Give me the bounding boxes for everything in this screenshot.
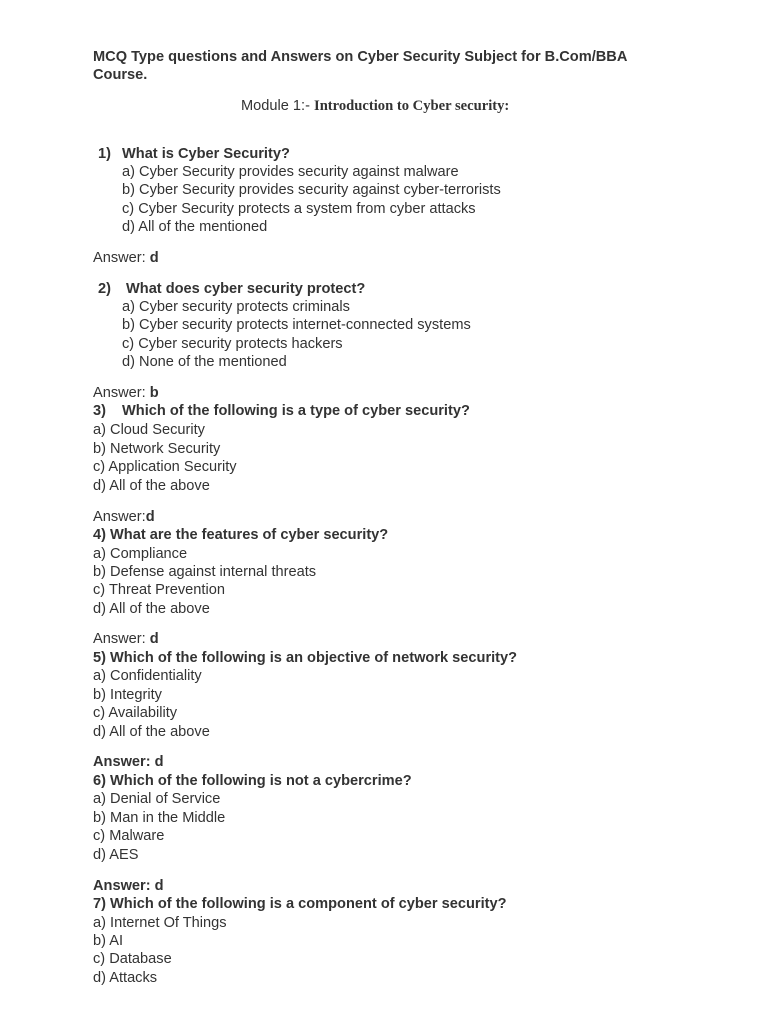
q4-answer	[93, 630, 159, 648]
q1-answer-value: d	[149, 250, 159, 266]
q1-option-c: c) Cyber Security protects a system from cyber attacks	[122, 201, 476, 217]
q2-answer	[93, 384, 159, 402]
q7-question: 7) Which of the following is a component of cyber security?	[93, 896, 507, 912]
q2-option-c: c) Cyber security protects hackers	[122, 336, 343, 352]
q2-number: 2)	[98, 281, 111, 297]
q1-option-d: d) All of the mentioned	[122, 219, 268, 235]
doc-title-line1: MCQ Type questions and Answers on Cyber Security Subject for B.Com/BBA	[93, 49, 628, 65]
q3-answer	[93, 508, 155, 526]
q5-option-a: a) Confidentiality	[93, 668, 202, 684]
q6-option-c: c) Malware	[93, 828, 165, 844]
q3-answer-value: d	[145, 509, 155, 525]
q4-option-d: d) All of the above	[93, 601, 210, 617]
q3-option-c: c) Application Security	[93, 459, 237, 475]
q2-option-b: b) Cyber security protects internet-connected systems	[122, 317, 471, 333]
q3-option-d: d) All of the above	[93, 478, 210, 494]
q3-option-a: a) Cloud Security	[93, 422, 205, 438]
q1-question: What is Cyber Security?	[122, 146, 290, 162]
q5-answer: Answer: d	[93, 754, 164, 770]
q2-question: What does cyber security protect?	[126, 281, 366, 297]
q2-answer-value: b	[149, 385, 159, 401]
q4-option-b: b) Defense against internal threats	[93, 564, 317, 580]
q7-option-c: c) Database	[93, 951, 172, 967]
q4-option-a: a) Compliance	[93, 546, 188, 562]
q4-answer-value: d	[149, 631, 159, 647]
q1-option-a: a) Cyber Security provides security against malware	[122, 164, 459, 180]
q4-answer-label: Answer:	[93, 631, 146, 647]
q4-question: 4) What are the features of cyber security?	[93, 527, 389, 543]
q3-number: 3)	[93, 403, 106, 419]
doc-title-line2: Course.	[93, 67, 148, 83]
q2-answer-label: Answer:	[93, 385, 146, 401]
q7-option-b: b) AI	[93, 933, 124, 949]
q3-question: Which of the following is a type of cyber security?	[122, 403, 470, 419]
q6-answer: Answer: d	[93, 878, 164, 894]
q7-option-a: a) Internet Of Things	[93, 915, 227, 931]
q6-question: 6) Which of the following is not a cybercrime?	[93, 773, 412, 789]
q3-answer-label: Answer:	[93, 509, 146, 525]
q1-number: 1)	[98, 146, 111, 162]
q2-option-d: d) None of the mentioned	[122, 354, 287, 370]
q3-option-b: b) Network Security	[93, 441, 221, 457]
q1-answer-label: Answer:	[93, 250, 146, 266]
module-title: Introduction to Cyber security:	[314, 98, 510, 114]
q1-option-b: b) Cyber Security provides security against cyber-terrorists	[122, 182, 501, 198]
q5-option-d: d) All of the above	[93, 724, 210, 740]
q6-option-a: a) Denial of Service	[93, 791, 221, 807]
module-prefix: Module 1:-	[241, 98, 310, 114]
module-heading	[241, 97, 509, 115]
q7-option-d: d) Attacks	[93, 970, 158, 986]
q6-option-d: d) AES	[93, 847, 139, 863]
q1-answer	[93, 249, 159, 267]
q4-option-c: c) Threat Prevention	[93, 582, 225, 598]
q2-option-a: a) Cyber security protects criminals	[122, 299, 350, 315]
q5-question: 5) Which of the following is an objective of network security?	[93, 650, 518, 666]
q6-option-b: b) Man in the Middle	[93, 810, 226, 826]
q5-option-b: b) Integrity	[93, 687, 162, 703]
q5-option-c: c) Availability	[93, 705, 178, 721]
